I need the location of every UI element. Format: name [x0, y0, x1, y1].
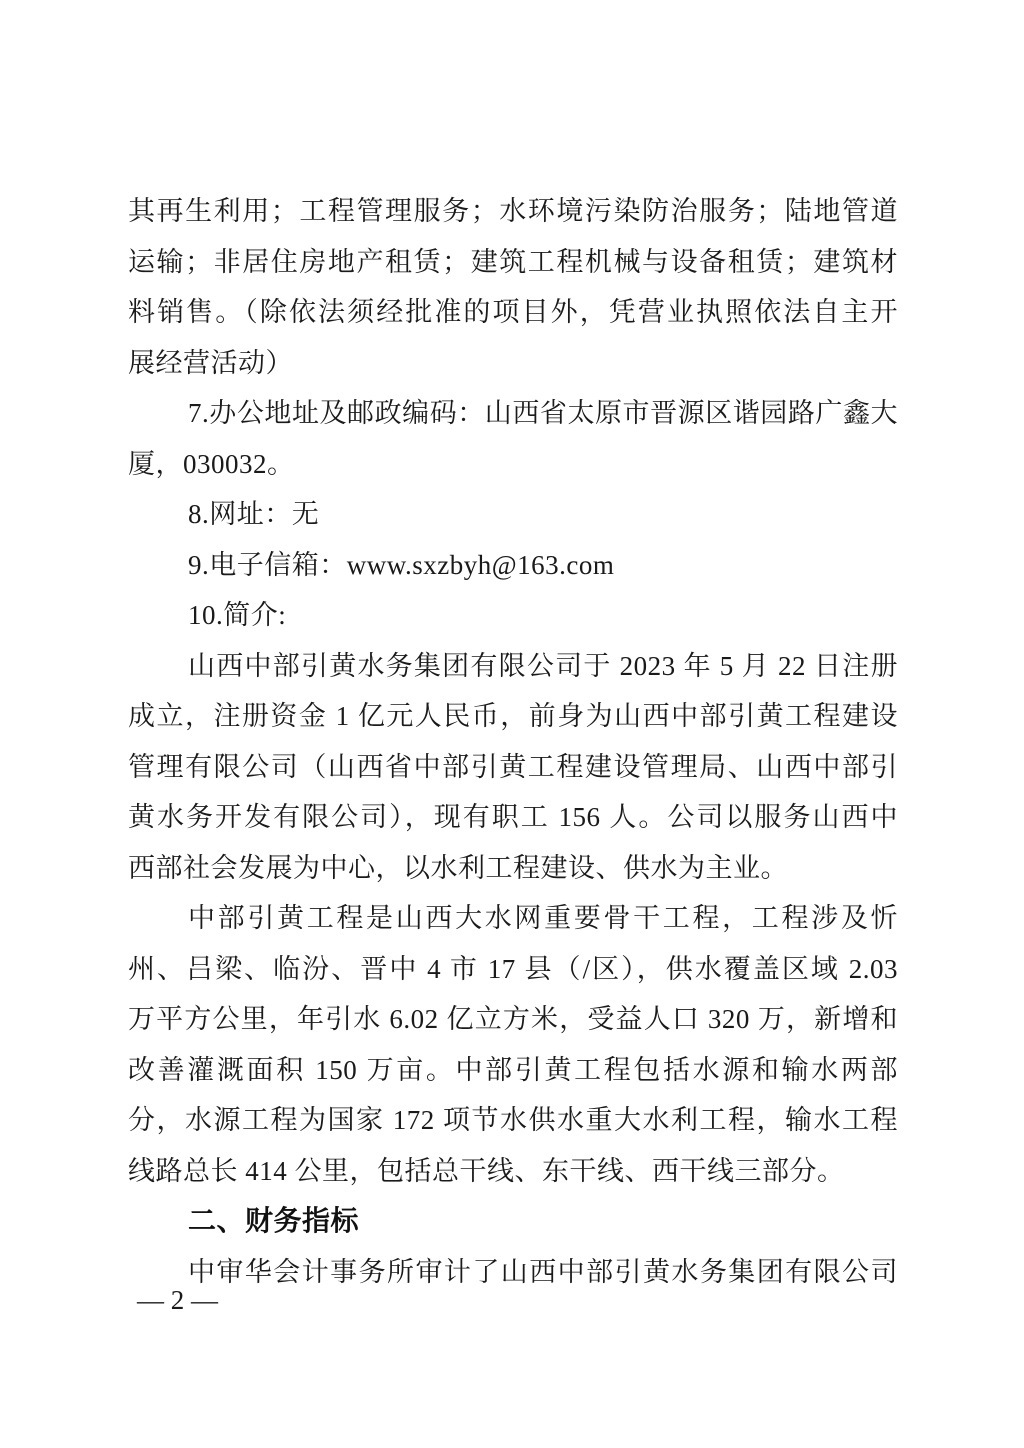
text-line: 厦，030032。 [128, 448, 295, 479]
document-body [128, 186, 898, 1297]
text-line: 线路总长 414 公里，包括总干线、东干线、西干线三部分。 [128, 1155, 845, 1186]
text-line: 西部社会发展为中心，以水利工程建设、供水为主业。 [128, 852, 788, 883]
text-line: 改善灌溉面积 150 万亩。中部引黄工程包括水源和输水两部 [128, 1054, 898, 1085]
text-line: 其再生利用；工程管理服务；水环境污染防治服务；陆地管道 [128, 196, 898, 226]
text-line: 万平方公里，年引水 6.02 亿立方米，受益人口 320 万，新增和 [128, 1004, 898, 1034]
text-line: 山西中部引黄水务集团有限公司于 2023 年 5 月 22 日注册 [188, 650, 898, 681]
page-footer [137, 1283, 218, 1317]
text-line: 中审华会计事务所审计了山西中部引黄水务集团有限公司 [188, 1256, 898, 1287]
text-line: 7.办公地址及邮政编码：山西省太原市晋源区谐园路广鑫大 [188, 398, 898, 428]
text-line: 分，水源工程为国家 172 项节水供水重大水利工程，输水工程 [128, 1105, 898, 1135]
text-line: 黄水务开发有限公司），现有职工 156 人。公司以服务山西中 [128, 802, 898, 832]
text-line: 中部引黄工程是山西大水网重要骨干工程，工程涉及忻 [188, 903, 898, 933]
text-line: 8.网址：无 [188, 499, 320, 529]
text-line: 料销售。（除依法须经批准的项目外，凭营业执照依法自主开 [128, 297, 898, 327]
text-line: 展经营活动） [128, 347, 293, 378]
text-line: 10.简介: [188, 600, 287, 630]
text-line: 运输；非居住房地产租赁；建筑工程机械与设备租赁；建筑材 [128, 246, 898, 277]
text-line: 成立，注册资金 1 亿元人民币，前身为山西中部引黄工程建设 [128, 701, 898, 731]
text-line: 管理有限公司（山西省中部引黄工程建设管理局、山西中部引 [128, 751, 898, 782]
section-heading: 二、财务指标 [188, 1205, 360, 1236]
page-number: — 2 — [137, 1285, 218, 1315]
text-line: 州、吕梁、临汾、晋中 4 市 17 县（/区），供水覆盖区域 2.03 [128, 953, 898, 984]
text-line: 9.电子信箱：www.sxzbyh@163.com [188, 549, 615, 580]
